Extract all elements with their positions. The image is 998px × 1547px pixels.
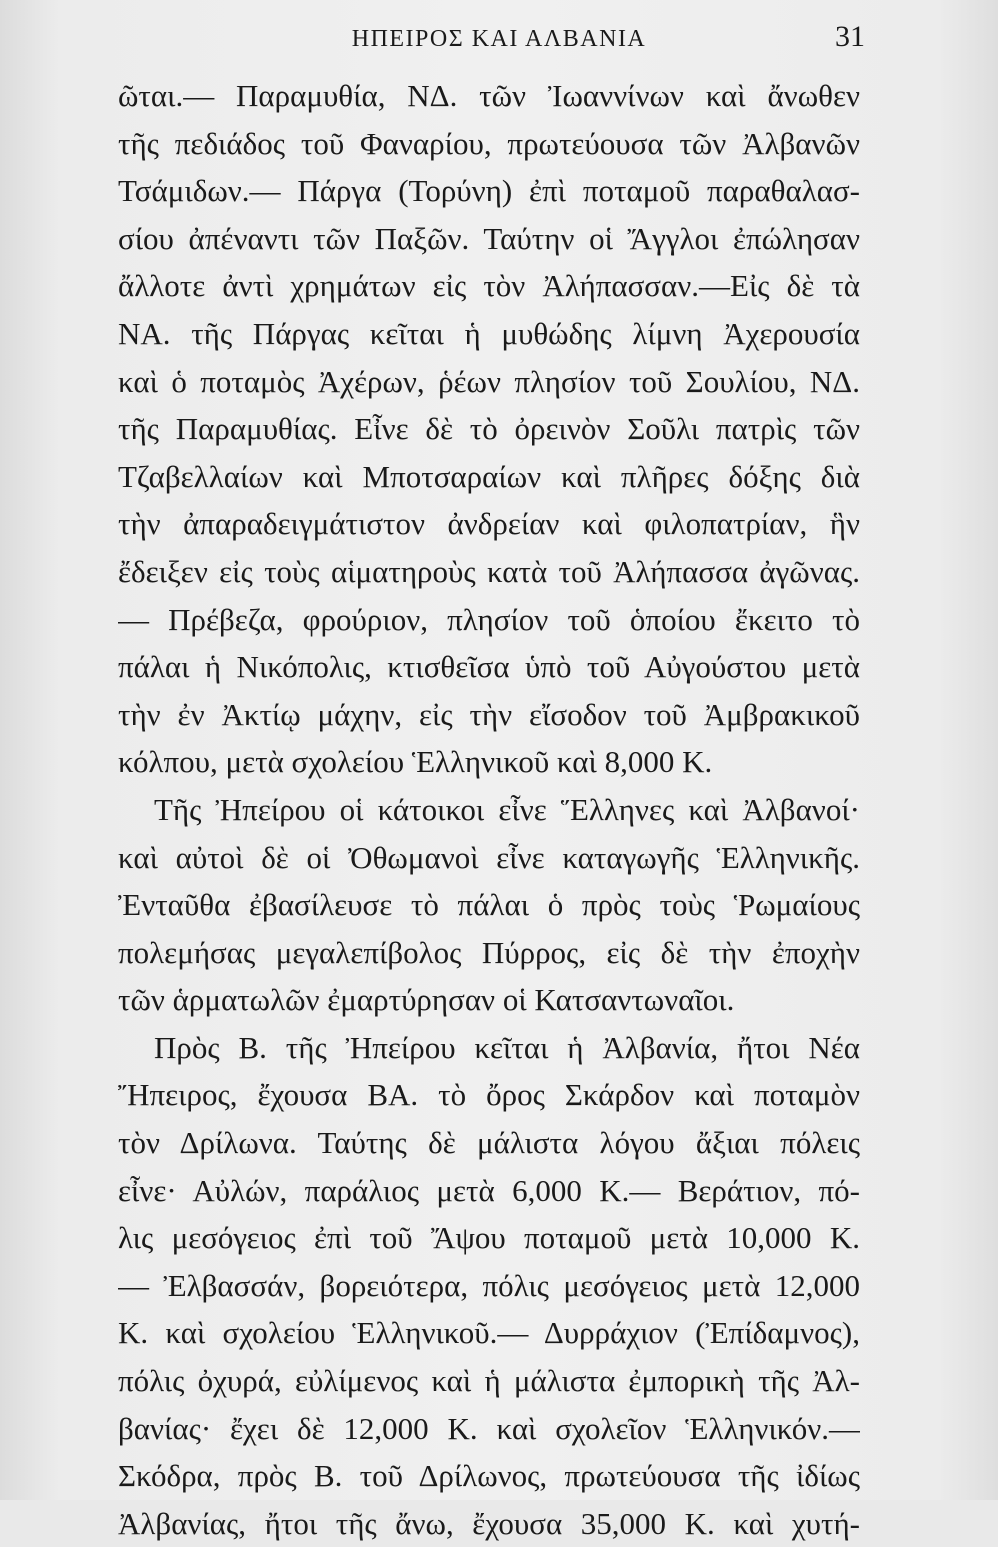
text-line: ἄλλοτε ἀντὶ χρημάτων εἰς τὸν Ἀλήπασσαν.—Εἰς δὲ τὰ (118, 268, 860, 304)
text-line: καὶ αὐτοὶ δὲ οἱ Ὀθωμανοὶ εἶνε καταγωγῆς Ἑλληνικῆς. (118, 839, 860, 875)
text-line: τῆς πεδιάδος τοῦ Φαναρίου, πρωτεύουσα τῶν Ἀλβανῶν (118, 125, 860, 161)
text-line: — Ἐλβασσάν, βορειότερα, πόλις μεσόγειος μετὰ 12,000 (118, 1267, 860, 1303)
text-line: Ἐνταῦθα ἐβασίλευσε τὸ πάλαι ὁ πρὸς τοὺς Ῥωμαίους (118, 887, 860, 923)
text-line: καὶ ὁ ποταμὸς Ἀχέρων, ῥέων πλησίον τοῦ Σουλίου, ΝΔ. (118, 363, 860, 399)
text-line: τῶν ἁρματωλῶν ἐμαρτύρησαν οἱ Κατσαντωναῖοι. (118, 982, 735, 1018)
text-line: βανίας· ἔχει δὲ 12,000 Κ. καὶ σχολεῖον Ἑλληνικόν.— (118, 1410, 860, 1446)
text-line: Τῆς Ἠπείρου οἱ κάτοικοι εἶνε Ἕλληνες καὶ Ἀλβανοί· (154, 791, 860, 827)
text-line: πάλαι ἡ Νικόπολις, κτισθεῖσα ὑπὸ τοῦ Αὐγούστου μετὰ (118, 649, 860, 685)
text-line: πόλις ὀχυρά, εὐλίμενος καὶ ἡ μάλιστα ἐμπορικὴ τῆς Ἀλ- (118, 1363, 860, 1399)
text-line: τὸν Δρίλωνα. Ταύτης δὲ μάλιστα λόγου ἄξιαι πόλεις (118, 1125, 860, 1161)
text-line: Πρὸς Β. τῆς Ἠπείρου κεῖται ἡ Ἀλβανία, ἤτοι Νέα (154, 1029, 860, 1065)
running-title: ΗΠΕΙΡΟΣ ΚΑΙ ΑΛΒΑΝΙΑ (351, 26, 647, 52)
text-line: ῶται.— Παραμυθία, ΝΔ. τῶν Ἰωαννίνων καὶ ἄνωθεν (118, 78, 860, 113)
text-line: Ἀλβανίας, ἤτοι τῆς ἄνω, ἔχουσα 35,000 Κ. καὶ χυτή- (118, 1505, 860, 1541)
text-line: πολεμήσας μεγαλεπίβολος Πύρρος, εἰς δὲ τὴν ἐποχὴν (118, 934, 860, 970)
page-number: 31 (835, 20, 865, 53)
text-line: Τζαβελλαίων καὶ Μποτσαραίων καὶ πλῆρες δόξης διὰ (118, 458, 860, 494)
text-line: τῆς Παραμυθίας. Εἶνε δὲ τὸ ὀρεινὸν Σοῦλι πατρὶς τῶν (118, 411, 860, 447)
text-line: τὴν ἀπαραδειγμάτιστον ἀνδρείαν καὶ φιλοπατρίαν, ἣν (118, 506, 860, 542)
text-line: ΝΑ. τῆς Πάργας κεῖται ἡ μυθώδης λίμνη Ἀχερουσία (118, 315, 860, 351)
text-line: τὴν ἐν Ἀκτίῳ μάχην, εἰς τὴν εἴσοδον τοῦ Ἀμβρακικοῦ (118, 696, 860, 732)
text-line: Σκόδρα, πρὸς Β. τοῦ Δρίλωνος, πρωτεύουσα τῆς ἰδίως (118, 1458, 860, 1494)
text-line: Κ. καὶ σχολείου Ἑλληνικοῦ.— Δυρράχιον (Ἐπίδαμνος), (118, 1315, 860, 1351)
text-line: — Πρέβεζα, φρούριον, πλησίον τοῦ ὁποίου ἔκειτο τὸ (118, 601, 860, 637)
text-line: λις μεσόγειος ἐπὶ τοῦ Ἄψου ποταμοῦ μετὰ 10,000 Κ. (118, 1220, 860, 1256)
text-line: εἶνε· Αὐλών, παράλιος μετὰ 6,000 Κ.— Βεράτιον, πό- (118, 1172, 860, 1208)
text-line: κόλπου, μετὰ σχολείου Ἑλληνικοῦ καὶ 8,000 Κ. (118, 744, 713, 780)
text-line: σίου ἀπέναντι τῶν Παξῶν. Ταύτην οἱ Ἄγγλοι ἐπώλησαν (118, 220, 860, 256)
text-line: Τσάμιδων.— Πάργα (Τορύνη) ἐπὶ ποταμοῦ παραθαλασ- (118, 173, 860, 209)
text-line: Ἤπειρος, ἔχουσα ΒΑ. τὸ ὄρος Σκάρδον καὶ ποταμὸν (118, 1077, 860, 1113)
body-text (118, 72, 860, 1547)
running-header (0, 20, 998, 66)
text-line: ἔδειξεν εἰς τοὺς αἱματηροὺς κατὰ τοῦ Ἀλήπασσα ἀγῶνας. (118, 553, 860, 589)
